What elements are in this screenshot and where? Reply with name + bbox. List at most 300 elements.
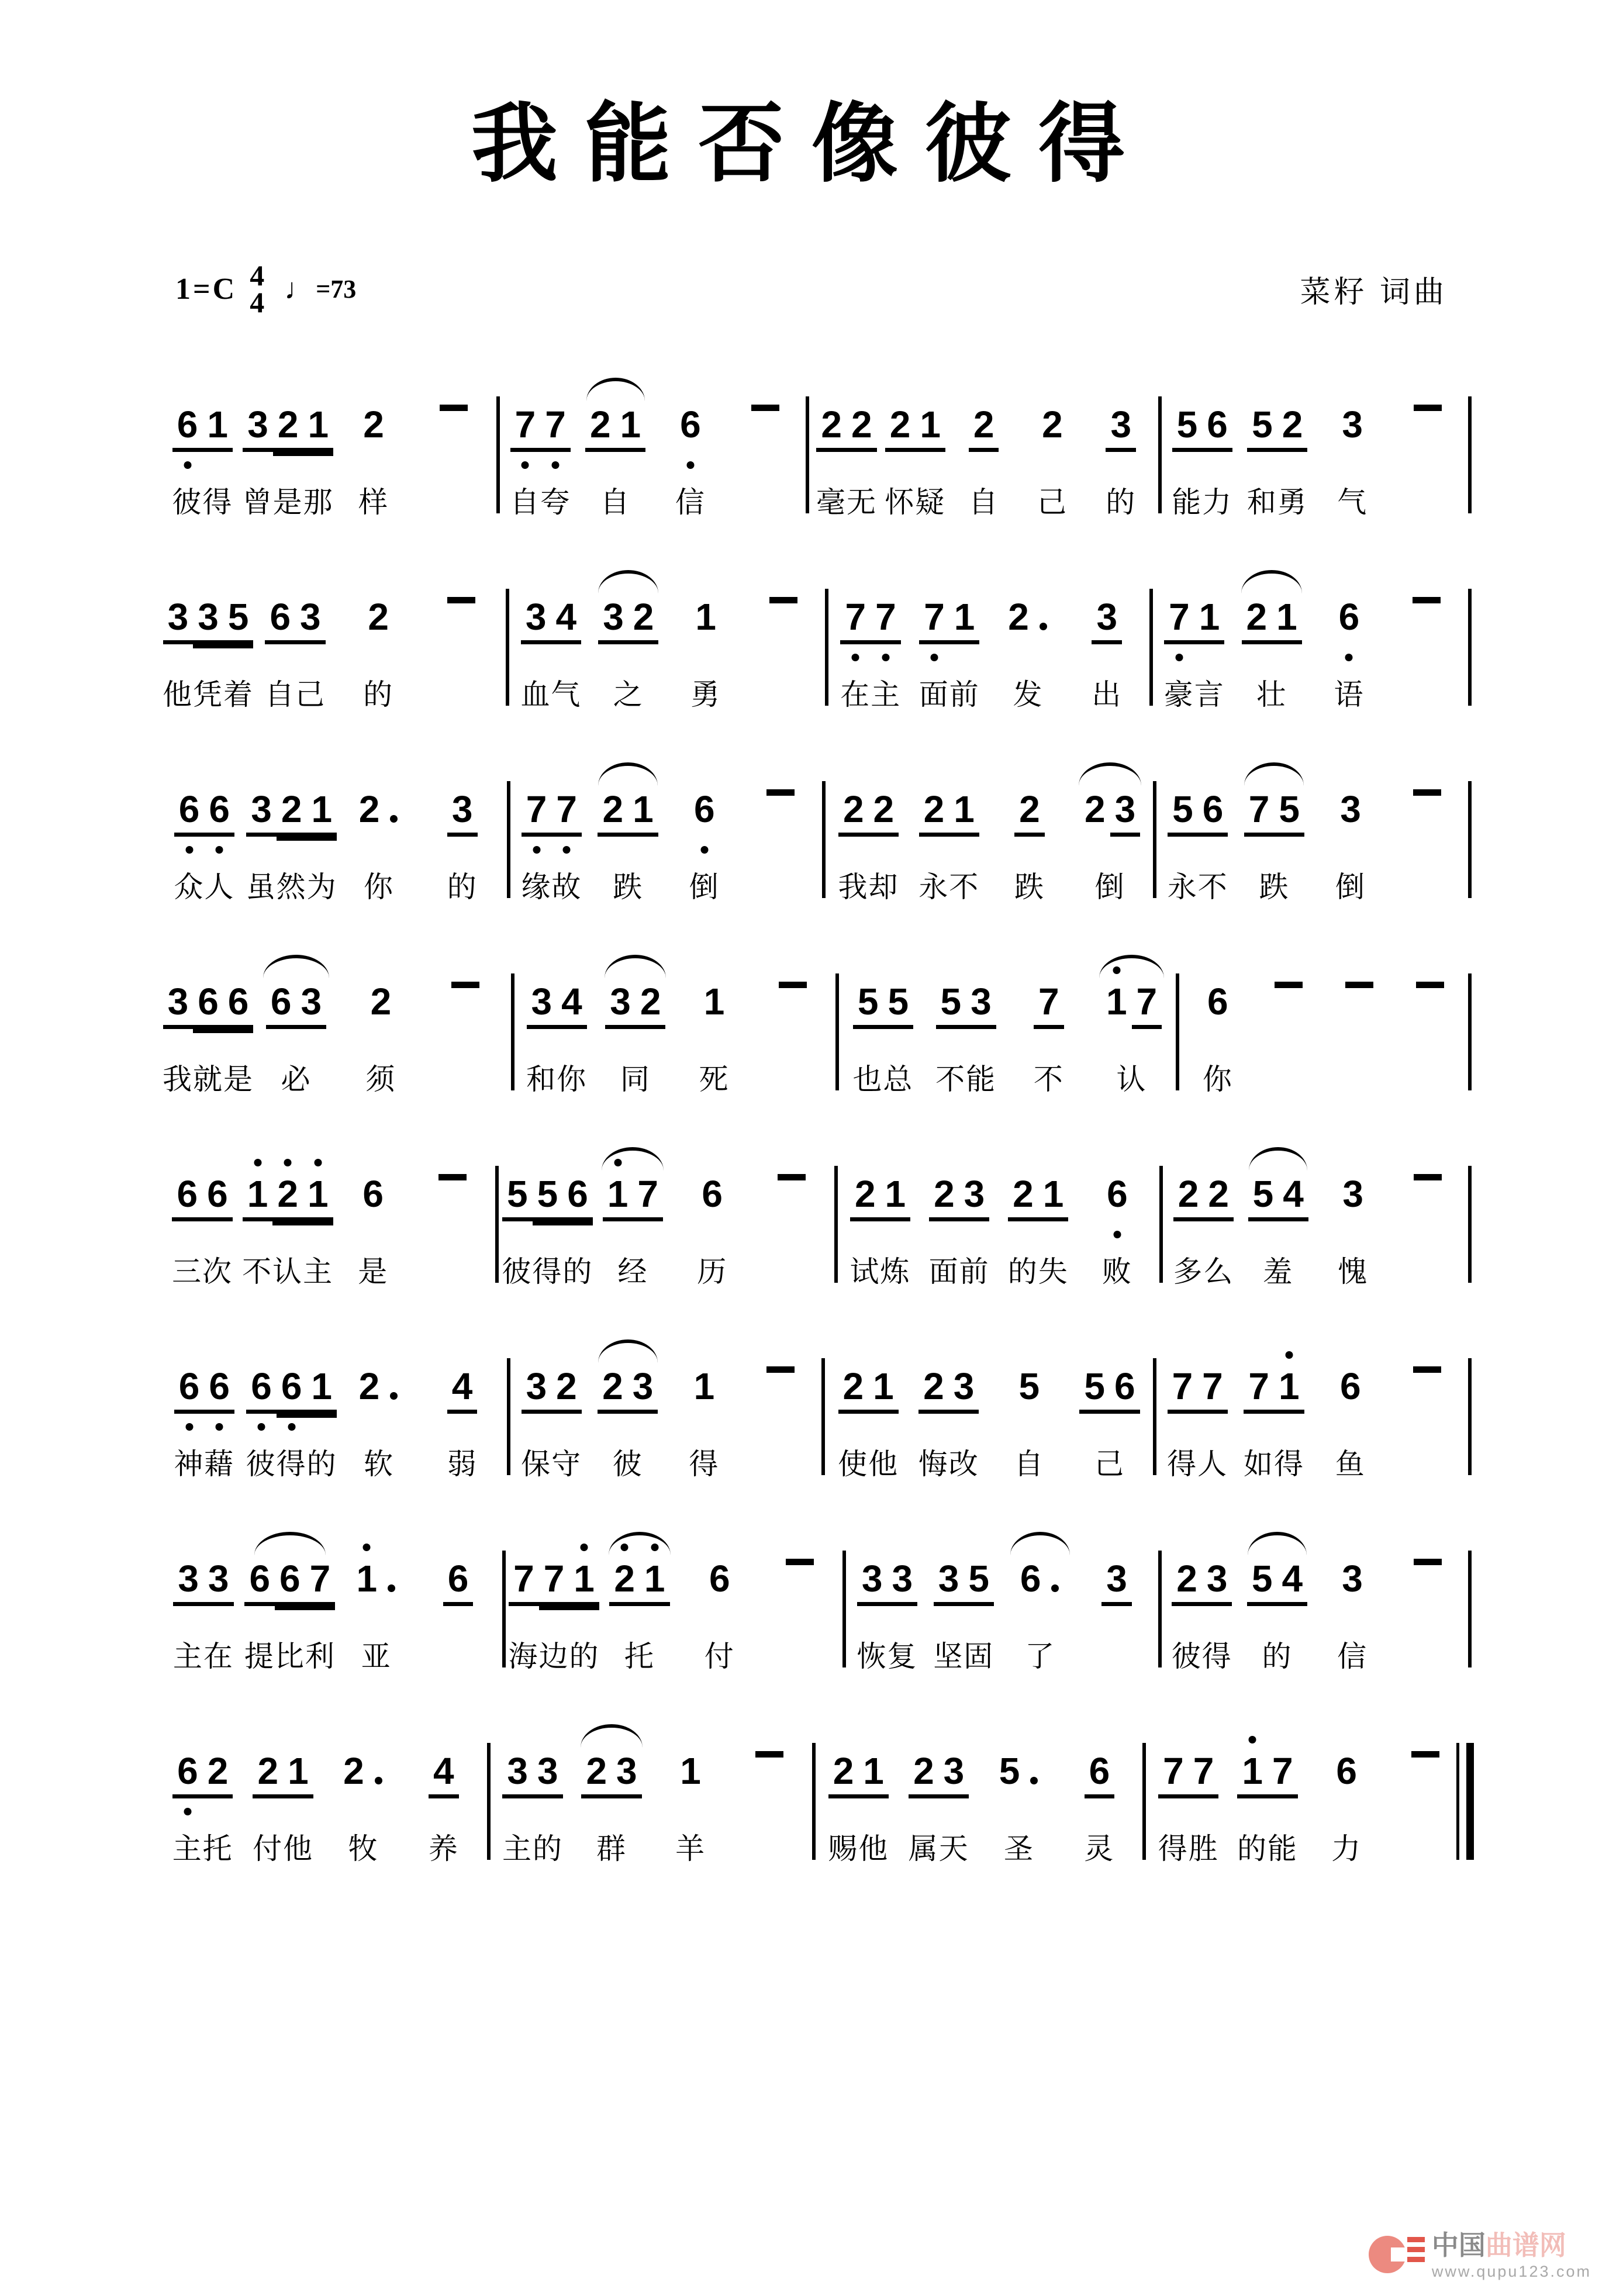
measure — [509, 757, 824, 906]
notes-row — [918, 1366, 979, 1414]
note: 3 — [203, 1559, 234, 1606]
lyric-text: 的能 — [1237, 1832, 1298, 1865]
note-group — [572, 1718, 651, 1867]
note-group — [417, 1526, 499, 1675]
slur-mark — [581, 1724, 642, 1748]
lyric-text: 必 — [281, 1063, 312, 1096]
note: 2 — [368, 596, 389, 638]
lyric-text: 跌 — [1014, 871, 1045, 903]
note-group — [1386, 1718, 1465, 1867]
note: 1 — [351, 1559, 382, 1606]
lyric-text: 主的 — [502, 1832, 564, 1865]
note: 5 — [999, 1750, 1020, 1792]
note-group — [1310, 564, 1387, 713]
note: 7 — [1244, 1366, 1274, 1414]
octave-dot-below — [184, 1808, 191, 1815]
augmentation-dot — [1051, 1584, 1059, 1592]
note: 2 — [358, 788, 380, 830]
note-group — [593, 1141, 672, 1290]
note: 6 — [1198, 789, 1228, 837]
lyric-text: 之 — [613, 678, 644, 711]
dash-note — [451, 982, 479, 988]
octave-dot-below — [1113, 1231, 1121, 1238]
note-group — [1315, 1526, 1390, 1675]
measure — [1161, 1141, 1470, 1290]
note: 1 — [569, 1559, 599, 1606]
note-group — [1018, 372, 1086, 521]
notes-row — [603, 1174, 663, 1221]
slur-mark — [1010, 1532, 1070, 1555]
note: 6 — [1085, 1751, 1115, 1798]
song-title: 我能否像彼得 — [471, 97, 1152, 193]
notes-row — [581, 1751, 641, 1798]
notes-row — [1101, 982, 1162, 1029]
note: 1 — [628, 789, 658, 837]
note: 3 — [246, 789, 277, 837]
notes-row — [354, 1366, 404, 1414]
note-group — [1156, 564, 1233, 713]
composer-credit: 菜籽 词曲 — [1300, 275, 1448, 309]
lyric-text: 灵 — [1084, 1832, 1115, 1865]
notes-row — [919, 597, 979, 644]
notes-row — [1408, 982, 1452, 1003]
notes-row — [857, 1559, 917, 1606]
augmentation-dot — [1040, 623, 1047, 630]
notes-row — [929, 1174, 989, 1221]
notes-row — [909, 1751, 969, 1798]
lyric-text: 和你 — [526, 1063, 588, 1096]
slur-mark — [1079, 762, 1141, 786]
note: 6 — [362, 1173, 384, 1215]
note-group — [1389, 1334, 1465, 1483]
measure — [158, 1718, 489, 1867]
octave-dot-above — [1113, 966, 1120, 974]
note: 2 — [1008, 1174, 1038, 1221]
lyric-text: 自己 — [265, 678, 326, 711]
note-group — [163, 564, 254, 713]
notes-row — [1106, 405, 1136, 452]
note-group — [1070, 757, 1151, 906]
notes-row — [1331, 1751, 1362, 1798]
notes-row — [1406, 1174, 1450, 1196]
lyric-text: 语 — [1334, 678, 1365, 711]
measure — [1155, 1334, 1470, 1483]
note-group — [242, 1141, 333, 1290]
lyric-text: 三次 — [172, 1255, 233, 1288]
lyric-text: 的 — [447, 871, 478, 903]
notes-row — [1164, 597, 1224, 644]
octave-dot-below — [216, 846, 223, 854]
note: 1 — [306, 789, 337, 837]
lyric-text: 主托 — [172, 1832, 233, 1865]
dash-note — [1413, 789, 1441, 796]
dash-note — [779, 982, 807, 988]
note: 7 — [1168, 1366, 1198, 1414]
note-group — [759, 1526, 840, 1675]
slur-mark — [598, 1339, 658, 1363]
note-group — [163, 1334, 246, 1483]
note: 1 — [868, 1366, 899, 1414]
note: 3 — [1342, 1173, 1363, 1215]
music-line-4 — [158, 949, 1470, 1098]
note-group — [743, 757, 819, 906]
note-group — [1159, 1334, 1236, 1483]
note: 3 — [502, 1751, 533, 1798]
note: 3 — [1092, 597, 1122, 644]
music-line-6 — [158, 1334, 1470, 1483]
note: 6 — [1336, 1750, 1357, 1792]
note: 2 — [1014, 789, 1045, 837]
octave-dot-below — [563, 846, 571, 854]
notes-row — [778, 1559, 822, 1580]
note: 6 — [1102, 1174, 1132, 1221]
note: 5 — [502, 1174, 533, 1221]
note: 7 — [1158, 1751, 1189, 1798]
note: 6 — [204, 789, 234, 837]
notes-row — [172, 1174, 232, 1221]
note: 5 — [1018, 1365, 1040, 1407]
note-group — [920, 1141, 999, 1290]
lyric-text: 和勇 — [1246, 486, 1308, 519]
note-group — [403, 1718, 484, 1867]
note-group — [666, 757, 743, 906]
lyric-text: 保守 — [521, 1448, 582, 1480]
notes-row — [1335, 789, 1366, 837]
notes-row — [761, 597, 806, 619]
note: 2 — [598, 789, 628, 837]
note-group — [1390, 1141, 1465, 1290]
note: 2 — [918, 1366, 949, 1414]
measure — [489, 1718, 814, 1867]
lyric-text: 不 — [1033, 1063, 1064, 1096]
note-group — [653, 372, 728, 521]
lyric-text: 软 — [363, 1448, 394, 1480]
note: 6 — [1334, 597, 1365, 644]
note: 2 — [272, 1174, 303, 1221]
octave-dot-above — [284, 1159, 292, 1166]
note-group — [1239, 372, 1315, 521]
note: 6 — [1202, 405, 1232, 452]
measure — [158, 1141, 497, 1290]
slur-mark — [586, 378, 645, 401]
note-group — [999, 1141, 1078, 1290]
note: 7 — [1034, 982, 1064, 1029]
notes-row — [351, 1559, 401, 1606]
lyric-text: 败 — [1101, 1255, 1132, 1288]
lyric-text: 自 — [1014, 1448, 1045, 1480]
notes-row — [172, 405, 233, 452]
meta-row — [0, 259, 1623, 319]
lyric-text: 托 — [624, 1640, 655, 1673]
note-group — [1149, 1718, 1228, 1867]
note-group — [1390, 372, 1465, 521]
note-group — [909, 757, 989, 906]
note: 6 — [675, 405, 706, 452]
note: 2 — [828, 1751, 859, 1798]
notes-row — [747, 1751, 792, 1773]
notes-row — [443, 982, 488, 1003]
note-group — [336, 1526, 417, 1675]
watermark-url: www.qupu123.com — [1431, 2263, 1591, 2281]
note-group — [651, 1718, 730, 1867]
note-group — [512, 564, 589, 713]
note: 2 — [636, 982, 666, 1029]
note-group — [744, 564, 821, 713]
note: 2 — [1173, 1174, 1204, 1221]
lyric-text: 倒 — [689, 871, 720, 903]
note: 5 — [964, 1559, 994, 1606]
lyric-text: 样 — [358, 486, 389, 519]
notes-row — [1338, 1174, 1368, 1221]
notes-row — [1247, 405, 1307, 452]
dash-note — [1411, 1751, 1439, 1758]
note: 6 — [277, 1366, 307, 1414]
note-group — [337, 564, 420, 713]
octave-dot-below — [522, 461, 529, 469]
note: 6 — [275, 1559, 305, 1606]
note-group — [728, 372, 803, 521]
lyric-text: 得人 — [1167, 1448, 1228, 1480]
notes-row — [969, 405, 999, 452]
slur-mark — [1244, 762, 1304, 786]
note: 2 — [1042, 403, 1063, 446]
note: 2 — [253, 1751, 283, 1798]
note: 1 — [283, 1751, 313, 1798]
note-group — [413, 372, 493, 521]
note: 2 — [969, 405, 999, 452]
dash-note — [1414, 405, 1442, 411]
lyric-text: 壮 — [1256, 678, 1287, 711]
lyric-text: 认 — [1116, 1063, 1147, 1096]
note-group — [926, 1526, 1002, 1675]
notes-row — [1406, 405, 1450, 426]
lyric-text: 群 — [596, 1832, 627, 1865]
dash-note — [1413, 1366, 1441, 1373]
notes-row — [1248, 1174, 1308, 1221]
note-group — [1324, 949, 1394, 1098]
note: 5 — [883, 982, 913, 1029]
lyric-text: 曾是那 — [242, 486, 334, 519]
octave-dot-above — [651, 1544, 658, 1551]
note: 2 — [850, 1174, 880, 1221]
measure — [158, 564, 507, 713]
notes-row — [174, 789, 234, 837]
octave-dot-above — [614, 1159, 621, 1166]
lyric-text: 得胜 — [1158, 1832, 1219, 1865]
lyric-text: 气 — [1337, 486, 1368, 519]
note-group — [503, 372, 578, 521]
note-group — [254, 949, 339, 1098]
notes-row — [163, 982, 254, 1029]
lyric-text: 信 — [1337, 1640, 1368, 1673]
score — [0, 372, 1623, 1867]
note: 2 — [1242, 597, 1272, 644]
lyric-text: 的 — [1106, 486, 1137, 519]
note: 1 — [703, 980, 725, 1023]
note: 3 — [447, 789, 478, 837]
notes-row — [1085, 1751, 1115, 1798]
notes-row — [919, 789, 979, 837]
note: 3 — [295, 597, 326, 644]
note: 2 — [909, 1751, 939, 1798]
notes-row — [174, 1366, 234, 1414]
octave-dot-above — [314, 1159, 322, 1166]
note-group — [163, 949, 254, 1098]
note-group — [334, 372, 414, 521]
note-group — [337, 757, 421, 906]
note: 4 — [429, 1751, 459, 1798]
notes-row — [994, 1751, 1044, 1798]
lyric-text: 虽然为 — [246, 871, 337, 903]
note: 6 — [244, 1559, 275, 1606]
notes-row — [838, 789, 899, 837]
notes-row — [439, 597, 484, 619]
quarter-note-icon: ♩ — [284, 272, 314, 305]
note-group — [1239, 1526, 1315, 1675]
slur-mark — [1249, 1147, 1307, 1171]
measure — [1160, 1526, 1470, 1675]
note-group — [1078, 1141, 1156, 1290]
note: 6 — [1020, 1558, 1041, 1600]
notes-row — [363, 597, 393, 644]
note: 1 — [1272, 597, 1302, 644]
lyric-text: 毫无 — [816, 486, 877, 519]
slur-mark — [609, 1532, 671, 1555]
music-line-1 — [158, 372, 1470, 521]
notes-row — [173, 1559, 233, 1606]
notes-row — [522, 789, 582, 837]
note: 5 — [533, 1174, 563, 1221]
notes-row — [598, 1366, 658, 1414]
note-group — [752, 1141, 831, 1290]
dash-note — [447, 597, 475, 603]
lyric-text: 在主 — [840, 678, 902, 711]
note: 2 — [363, 403, 384, 446]
note: 6 — [172, 405, 203, 452]
notes-row — [675, 405, 706, 452]
lyric-text: 赐他 — [828, 1832, 889, 1865]
lyric-text: 死 — [699, 1063, 730, 1096]
note-group — [596, 949, 675, 1098]
watermark-brand: 中国曲谱网 — [1431, 2229, 1566, 2260]
dash-note — [766, 789, 795, 796]
lyric-text: 彼得 — [172, 486, 233, 519]
note: 2 — [929, 1174, 959, 1221]
notes-row — [1173, 1174, 1234, 1221]
notes-row — [244, 1559, 335, 1606]
measure — [504, 1526, 845, 1675]
notes-row — [510, 405, 571, 452]
notes-row — [697, 1174, 727, 1221]
note: 6 — [265, 597, 295, 644]
note: 6 — [172, 1751, 203, 1798]
measure — [1177, 949, 1470, 1098]
lyric-text: 面前 — [918, 678, 980, 711]
measure — [158, 372, 498, 521]
notes-row — [1337, 982, 1382, 1003]
lyric-text: 己 — [1037, 486, 1068, 519]
lyric-text: 自夸 — [510, 486, 571, 519]
note-group — [420, 1334, 504, 1483]
lyric-text: 得 — [689, 1448, 720, 1480]
notes-row — [1237, 1751, 1297, 1798]
lyric-text: 付 — [704, 1640, 735, 1673]
note: 6 — [193, 982, 223, 1029]
lyric-text: 历 — [697, 1255, 728, 1288]
note: 2 — [869, 789, 899, 837]
lyric-text: 他凭着 — [163, 678, 254, 711]
measure — [837, 949, 1178, 1098]
notes-row — [522, 1366, 582, 1414]
notes-row — [771, 982, 815, 1003]
lyric-text: 是 — [358, 1255, 389, 1288]
octave-dot-below — [185, 846, 193, 854]
note-group — [413, 1141, 492, 1290]
notes-row — [1337, 1559, 1368, 1606]
lyric-text: 血气 — [520, 678, 582, 711]
note: 4 — [1278, 1174, 1308, 1221]
qupu123-logo-icon — [1369, 2231, 1425, 2280]
note: 1 — [680, 1750, 701, 1792]
notes-row — [1334, 597, 1365, 644]
note: 2 — [885, 405, 916, 452]
note-group — [1228, 1718, 1307, 1867]
notes-row — [853, 982, 913, 1029]
note: 3 — [959, 1174, 990, 1221]
measure — [827, 564, 1151, 713]
note-group — [910, 564, 989, 713]
notes-row — [172, 1751, 233, 1798]
note-group — [989, 1334, 1070, 1483]
notes-row — [431, 405, 476, 426]
note: 1 — [1237, 1751, 1268, 1798]
note: 2 — [847, 405, 877, 452]
note-group — [420, 757, 504, 906]
lyric-text: 海边的 — [508, 1640, 600, 1673]
lyric-text: 羞 — [1263, 1255, 1294, 1288]
octave-dot-below — [216, 1423, 223, 1431]
lyric-text: 永不 — [918, 871, 980, 903]
slur-mark — [1241, 570, 1301, 593]
note-group — [578, 372, 652, 521]
measure — [1144, 1718, 1470, 1867]
note: 1 — [202, 405, 233, 452]
notes-row — [1244, 789, 1304, 837]
note: 6 — [562, 1174, 593, 1221]
time-signature-denominator: 4 — [250, 286, 265, 319]
note-group — [1312, 1334, 1389, 1483]
note: 6 — [1110, 1366, 1140, 1414]
dash-note — [751, 405, 779, 411]
note-group — [423, 949, 508, 1098]
lyric-text: 养 — [428, 1832, 459, 1865]
note: 2 — [581, 1751, 612, 1798]
note: 6 — [702, 1173, 723, 1215]
note-group — [1236, 757, 1313, 906]
notes-row — [246, 1366, 337, 1414]
octave-dot-below — [1345, 654, 1353, 661]
measure — [1151, 564, 1470, 713]
measure — [158, 1526, 504, 1675]
note: 2 — [273, 405, 303, 452]
note: 3 — [193, 597, 223, 644]
notes-row — [690, 597, 721, 644]
note: 2 — [370, 980, 392, 1023]
lyric-text: 不认主 — [242, 1255, 334, 1288]
note-group — [1390, 1526, 1465, 1675]
octave-dot-above — [621, 1544, 629, 1551]
note: 6 — [246, 1366, 277, 1414]
